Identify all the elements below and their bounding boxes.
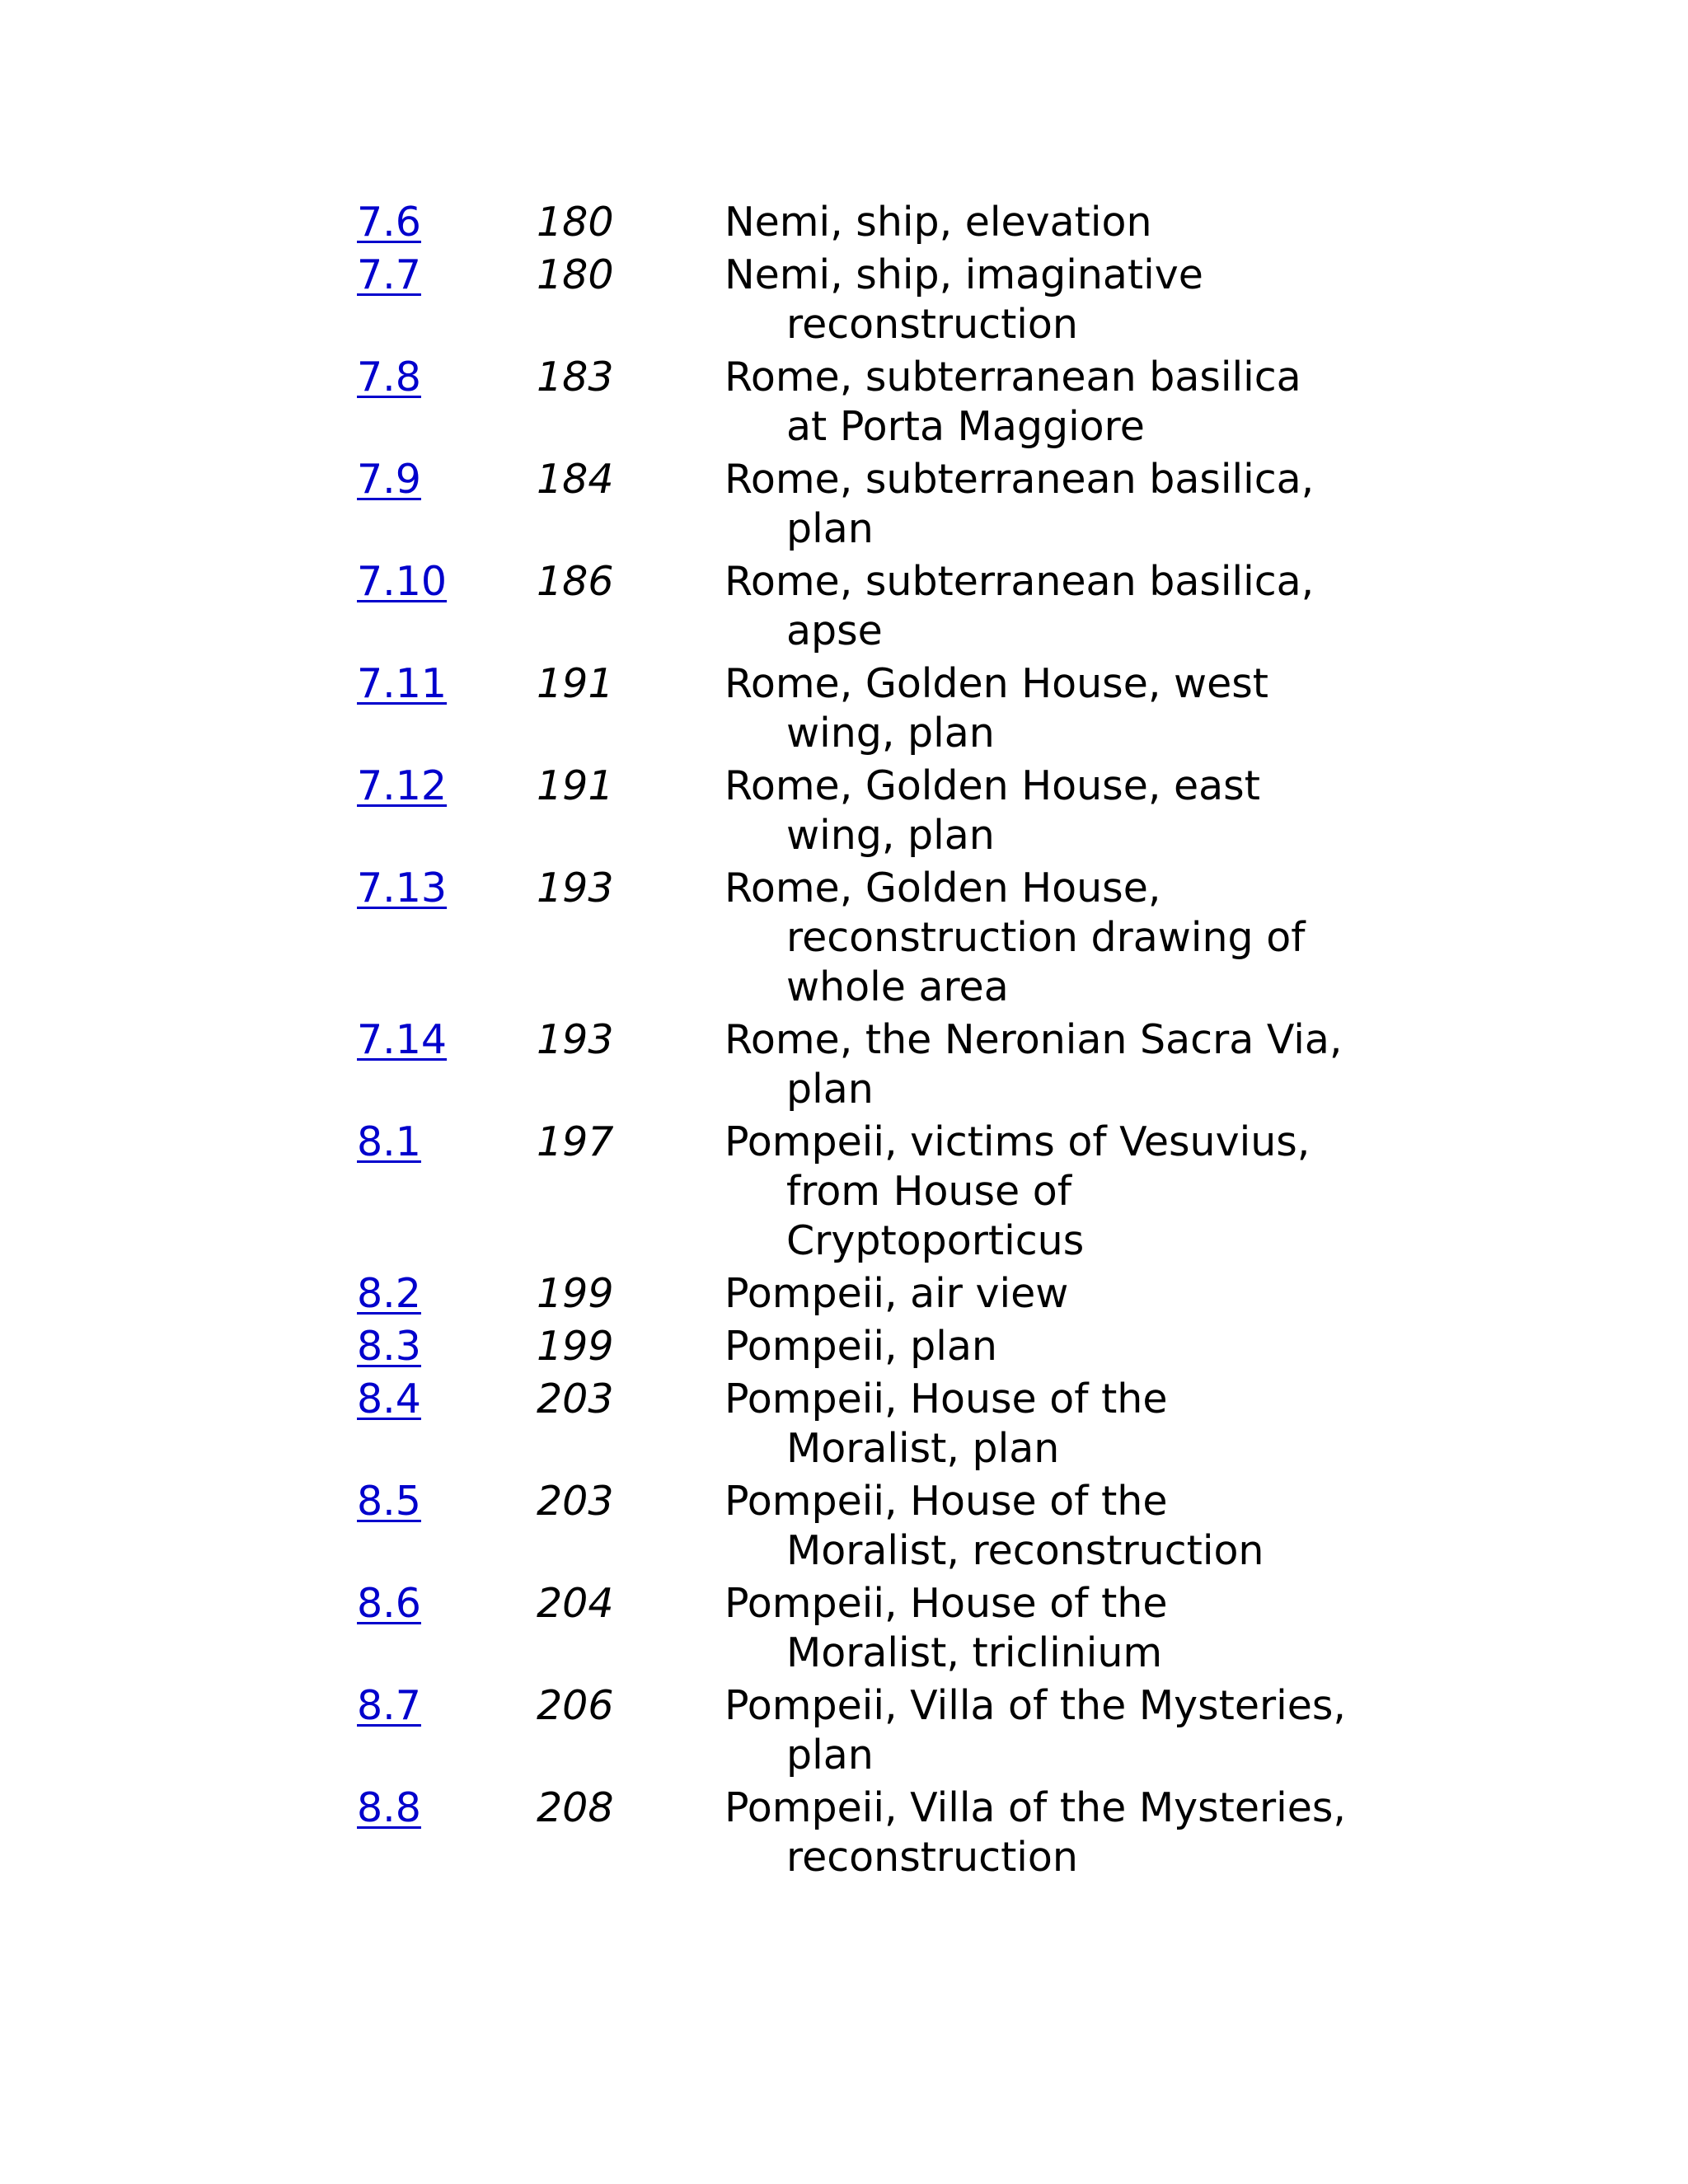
figure-description: Rome, Golden House, reconstruction drawing of whole area	[724, 865, 1306, 1010]
figure-description: Pompeii, victims of Vesuvius, from House of Cryptoporticus	[724, 1118, 1311, 1264]
figure-description: Pompeii, Villa of the Mysteries, reconstruction	[724, 1784, 1346, 1881]
list-item	[357, 1579, 1346, 1678]
list-item	[357, 1681, 1346, 1780]
page-number: 206	[537, 1682, 614, 1729]
figure-description: Nemi, ship, elevation	[724, 199, 1152, 246]
figure-number-link[interactable]: 8.8	[357, 1784, 421, 1831]
list-item	[357, 1118, 1346, 1266]
figure-number-link[interactable]: 7.9	[357, 456, 421, 503]
page-number: 199	[537, 1323, 614, 1370]
list-item	[357, 353, 1346, 452]
figure-description: Pompeii, Villa of the Mysteries, plan	[724, 1682, 1346, 1779]
figure-number-link[interactable]: 7.12	[357, 762, 448, 809]
figure-number-link[interactable]: 7.11	[357, 660, 448, 707]
page-number: 186	[537, 558, 614, 605]
figure-description: Rome, Golden House, west wing, plan	[724, 660, 1268, 757]
page-number: 203	[537, 1376, 614, 1422]
figure-description: Pompeii, air view	[724, 1270, 1069, 1317]
list-item	[357, 762, 1346, 860]
list-item	[357, 1015, 1346, 1114]
page-number: 208	[537, 1784, 614, 1831]
figure-number-link[interactable]: 7.7	[357, 251, 421, 298]
figure-description: Nemi, ship, imaginative reconstruction	[724, 251, 1203, 348]
figure-description: Rome, Golden House, east wing, plan	[724, 762, 1260, 859]
figure-number-link[interactable]: 7.13	[357, 865, 448, 912]
list-item	[357, 251, 1346, 349]
page-number: 193	[537, 1016, 614, 1063]
figure-list	[357, 198, 1346, 1886]
figure-description: Pompeii, House of the Moralist, plan	[724, 1376, 1168, 1472]
figure-number-link[interactable]: 8.4	[357, 1376, 421, 1422]
figure-description: Rome, subterranean basilica at Porta Maggiore	[724, 354, 1301, 450]
list-item	[357, 1375, 1346, 1474]
list-item	[357, 1269, 1346, 1319]
list-item	[357, 864, 1346, 1012]
list-item	[357, 455, 1346, 554]
page-number: 184	[537, 456, 614, 503]
figure-number-link[interactable]: 8.3	[357, 1323, 421, 1370]
page-number: 197	[537, 1118, 614, 1165]
page-number: 199	[537, 1270, 614, 1317]
figure-number-link[interactable]: 8.1	[357, 1118, 421, 1165]
figure-description: Rome, subterranean basilica, plan	[724, 456, 1315, 552]
page-number: 180	[537, 199, 614, 246]
page-number: 180	[537, 251, 614, 298]
page-number: 183	[537, 354, 614, 401]
page-number: 191	[537, 762, 614, 809]
list-item	[357, 557, 1346, 656]
figure-description: Pompeii, plan	[724, 1323, 997, 1370]
figure-number-link[interactable]: 7.6	[357, 199, 421, 246]
list-item	[357, 659, 1346, 758]
figure-number-link[interactable]: 8.7	[357, 1682, 421, 1729]
list-item	[357, 1783, 1346, 1882]
figure-description: Rome, the Neronian Sacra Via, plan	[724, 1016, 1343, 1113]
figure-description: Pompeii, House of the Moralist, reconstruction	[724, 1478, 1264, 1574]
figure-number-link[interactable]: 8.5	[357, 1478, 421, 1525]
page-number: 204	[537, 1580, 614, 1627]
figure-description: Rome, subterranean basilica, apse	[724, 558, 1315, 654]
figure-number-link[interactable]: 8.6	[357, 1580, 421, 1627]
figure-description: Pompeii, House of the Moralist, triclinium	[724, 1580, 1168, 1676]
page-number: 191	[537, 660, 614, 707]
page-number: 193	[537, 865, 614, 912]
figure-number-link[interactable]: 7.8	[357, 354, 421, 401]
list-item	[357, 1477, 1346, 1576]
page-number: 203	[537, 1478, 614, 1525]
figure-number-link[interactable]: 7.10	[357, 558, 448, 605]
figure-number-link[interactable]: 7.14	[357, 1016, 448, 1063]
list-item	[357, 198, 1346, 247]
list-item	[357, 1322, 1346, 1371]
figure-number-link[interactable]: 8.2	[357, 1270, 421, 1317]
